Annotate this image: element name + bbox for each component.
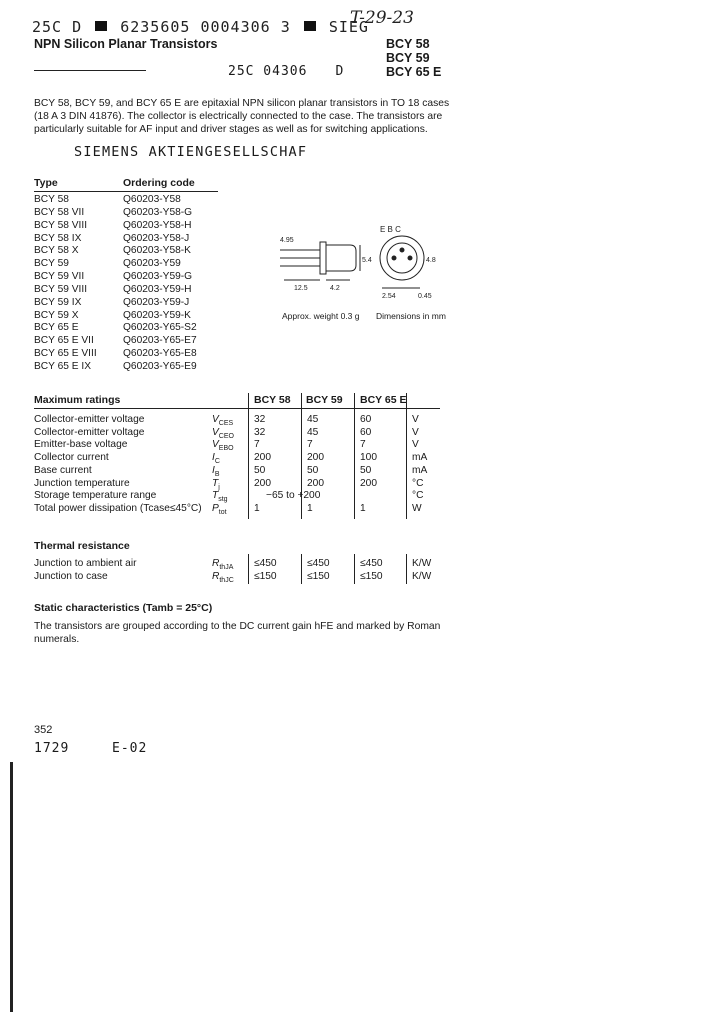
pin-dot: [408, 256, 412, 260]
type-item: BCY 65 E IX: [34, 360, 92, 372]
value-cell: 1: [254, 502, 260, 514]
parameter-symbol: [212, 464, 220, 477]
type-item: BCY 65 E VIII: [34, 348, 97, 360]
divider: [34, 408, 440, 409]
symbol-subscript: C: [214, 458, 220, 466]
parameter-symbol: [212, 477, 220, 490]
value-cell: 50: [307, 464, 319, 476]
column-header: BCY 58: [254, 394, 291, 406]
thermal-title: Thermal resistance: [34, 540, 130, 552]
unit-cell: mA: [412, 464, 428, 476]
ordering-code-item: Q60203-Y58: [123, 194, 181, 205]
column-rule: [301, 554, 302, 584]
dim-label: 2.54: [382, 293, 396, 300]
symbol-subscript: CES: [218, 420, 234, 428]
ordering-code-item: Q60203-Y65-E8: [123, 348, 197, 360]
parameter-name: Storage temperature range: [34, 490, 157, 502]
column-header: BCY 65 E: [360, 394, 407, 406]
unit-cell: V: [412, 426, 419, 438]
type-header: Type: [34, 177, 58, 189]
divider: [34, 191, 218, 192]
value-cell: 100: [360, 452, 377, 464]
column-header: BCY 59: [306, 394, 343, 406]
symbol-subscript: tot: [218, 508, 227, 516]
ordering-code-item: Q60203-Y58-H: [123, 219, 192, 231]
value-cell: 7: [360, 439, 366, 451]
value-cell: ≤450: [307, 558, 330, 569]
header-code-part: 6235605 0004306 3: [120, 18, 291, 36]
divider: [34, 70, 146, 71]
symbol-letter: V: [212, 414, 219, 425]
value-cell: 200: [307, 452, 324, 464]
value-cell: 50: [254, 464, 266, 476]
parameter-name: Emitter-base voltage: [34, 439, 128, 451]
parameter-symbol: [212, 489, 228, 502]
static-title: Static characteristics (Tamb = 25°C): [34, 602, 213, 614]
intro-paragraph: BCY 58, BCY 59, and BCY 65 E are epitaxial NPN silicon planar transistors in TO 18 cases (18 A 3 DIN 41876). The collector is electrically connected to the case. The transistors are particularly suitable for AF input and driver stages as well as for switching applications.: [34, 98, 450, 135]
value-cell: 60: [360, 414, 372, 425]
symbol-letter: T: [212, 477, 219, 489]
part-number: BCY 65 E: [386, 65, 442, 79]
parameter-name: Junction to ambient air: [34, 558, 137, 569]
value-cell: 1: [360, 502, 366, 514]
value-cell: 200: [254, 477, 271, 489]
parameter-name: Total power dissipation (Tcase≤45°C): [34, 502, 202, 514]
dim-label: 12.5: [294, 285, 308, 292]
parameter-symbol: [212, 438, 234, 451]
footer-code-2: E-02: [112, 741, 148, 756]
value-cell: 32: [254, 426, 266, 438]
dim-label: 0.45: [418, 293, 432, 300]
value-cell: 60: [360, 426, 372, 438]
value-cell: ≤150: [254, 570, 277, 582]
parameter-name: Junction temperature: [34, 477, 130, 489]
unit-cell: V: [412, 414, 419, 425]
type-item: BCY 58 IX: [34, 232, 82, 244]
ordering-code-item: Q60203-Y58-K: [123, 245, 191, 257]
parameter-name: Base current: [34, 464, 92, 476]
type-item: BCY 58: [34, 194, 69, 205]
footer-code: 1729: [34, 741, 70, 756]
header-code-part: 25C 04306: [228, 64, 308, 79]
type-item: BCY 58 VIII: [34, 219, 88, 231]
ordering-code-item: Q60203-Y58-G: [123, 206, 193, 218]
type-item: BCY 65 E VII: [34, 335, 94, 347]
column-rule: [406, 393, 407, 519]
block-mark: [304, 21, 316, 31]
parameter-symbol: [212, 570, 234, 583]
type-item: BCY 59 X: [34, 309, 79, 321]
header-code-line-2: [228, 64, 344, 79]
dim-label: 5.4: [362, 257, 372, 264]
pin-dot: [392, 256, 396, 260]
value-cell: 50: [360, 464, 372, 476]
dim-label: 4.8: [426, 257, 436, 264]
unit-cell: K/W: [412, 570, 432, 582]
symbol-letter: R: [212, 558, 220, 569]
header-code-part: D: [335, 64, 345, 79]
value-cell: 1: [307, 502, 313, 514]
company-stamp: SIEMENS AKTIENGESELLSCHAF: [74, 144, 308, 160]
symbol-subscript: B: [214, 470, 220, 478]
value-cell: 45: [307, 426, 319, 438]
symbol-subscript: j: [218, 483, 220, 491]
parameter-symbol: [212, 502, 227, 515]
dimension-caption: Dimensions in mm: [376, 311, 446, 321]
type-list: [34, 194, 97, 374]
block-mark: [95, 21, 107, 31]
ordering-code-header: Ordering code: [123, 177, 195, 189]
type-item: BCY 65 E: [34, 322, 79, 334]
column-rule: [354, 393, 355, 519]
ordering-code-item: Q60203-Y59: [123, 258, 181, 270]
unit-cell: K/W: [412, 558, 432, 569]
value-span: −65 to +200: [266, 490, 321, 502]
unit-cell: W: [412, 502, 422, 514]
type-item: BCY 58 X: [34, 245, 79, 257]
value-cell: ≤150: [360, 570, 383, 582]
dim-label: 4.95: [280, 237, 294, 244]
max-ratings-title: Maximum ratings: [34, 394, 121, 406]
symbol-letter: I: [212, 452, 215, 464]
ordering-code-item: Q60203-Y59-K: [123, 309, 191, 321]
type-item: BCY 58 VII: [34, 206, 85, 218]
scan-edge-bar: [10, 762, 13, 1012]
case-body: [326, 245, 356, 271]
part-number: BCY 58: [386, 37, 430, 51]
value-cell: ≤450: [254, 558, 277, 569]
symbol-letter: P: [212, 502, 219, 514]
type-item: BCY 59 VII: [34, 271, 85, 283]
parameter-name: Collector-emitter voltage: [34, 414, 145, 425]
symbol-letter: V: [212, 439, 219, 451]
ordering-code-item: Q60203-Y59-H: [123, 283, 192, 295]
symbol-letter: V: [212, 426, 219, 438]
unit-cell: °C: [412, 490, 424, 502]
value-cell: 45: [307, 414, 319, 425]
parameter-symbol: [212, 557, 233, 570]
ordering-code-item: Q60203-Y59-J: [123, 296, 190, 308]
ordering-code-list: [123, 194, 197, 374]
column-rule: [354, 554, 355, 584]
unit-cell: V: [412, 439, 419, 451]
header-code-part: 25C D: [32, 18, 83, 36]
value-cell: 7: [254, 439, 260, 451]
value-cell: 200: [360, 477, 377, 489]
pin-labels: E B C: [380, 225, 401, 234]
symbol-subscript: stg: [218, 496, 228, 504]
part-numbers: [386, 37, 441, 79]
weight-caption: Approx. weight 0.3 g: [282, 311, 360, 321]
static-body: The transistors are grouped according to the DC current gain hFE and marked by Roman numerals.: [34, 621, 441, 645]
column-rule: [248, 554, 249, 584]
handwritten-annotation: T-29-23: [350, 8, 414, 28]
symbol-subscript: thJA: [219, 564, 234, 572]
page-title: NPN Silicon Planar Transistors: [34, 37, 218, 51]
symbol-letter: R: [212, 570, 220, 582]
ordering-code-item: Q60203-Y58-J: [123, 232, 190, 244]
parameter-name: Collector-emitter voltage: [34, 426, 145, 438]
header-code-part: SIEG: [328, 18, 369, 36]
value-cell: 7: [307, 439, 313, 451]
parameter-symbol: [212, 426, 234, 439]
symbol-letter: T: [212, 490, 219, 502]
parameter-symbol: [212, 413, 233, 426]
case-flange: [320, 242, 326, 274]
parameter-name: Junction to case: [34, 570, 108, 582]
symbol-letter: I: [212, 464, 215, 476]
column-rule: [406, 554, 407, 584]
value-cell: 200: [254, 452, 271, 464]
part-number: BCY 59: [386, 51, 430, 65]
parameter-symbol: [212, 451, 220, 464]
ordering-code-item: Q60203-Y65-S2: [123, 322, 197, 334]
symbol-subscript: thJC: [219, 576, 234, 584]
value-cell: 32: [254, 414, 266, 425]
type-item: BCY 59 IX: [34, 296, 82, 308]
page-number: 352: [34, 724, 53, 736]
unit-cell: mA: [412, 452, 428, 464]
unit-cell: °C: [412, 477, 424, 489]
value-cell: 200: [307, 477, 324, 489]
pin-dot: [400, 248, 404, 252]
type-item: BCY 59: [34, 258, 69, 270]
ordering-code-item: Q60203-Y65-E7: [123, 335, 197, 347]
ordering-code-item: Q60203-Y65-E9: [123, 360, 197, 372]
header-code-line: [32, 18, 369, 36]
ordering-code-item: Q60203-Y59-G: [123, 271, 193, 283]
column-rule: [248, 393, 249, 519]
type-item: BCY 59 VIII: [34, 283, 88, 295]
symbol-subscript: EBO: [218, 445, 234, 453]
parameter-name: Collector current: [34, 452, 109, 464]
value-cell: ≤450: [360, 558, 383, 569]
value-cell: ≤150: [307, 570, 330, 582]
dim-label: 4.2: [330, 285, 340, 292]
symbol-subscript: CEO: [218, 432, 234, 440]
